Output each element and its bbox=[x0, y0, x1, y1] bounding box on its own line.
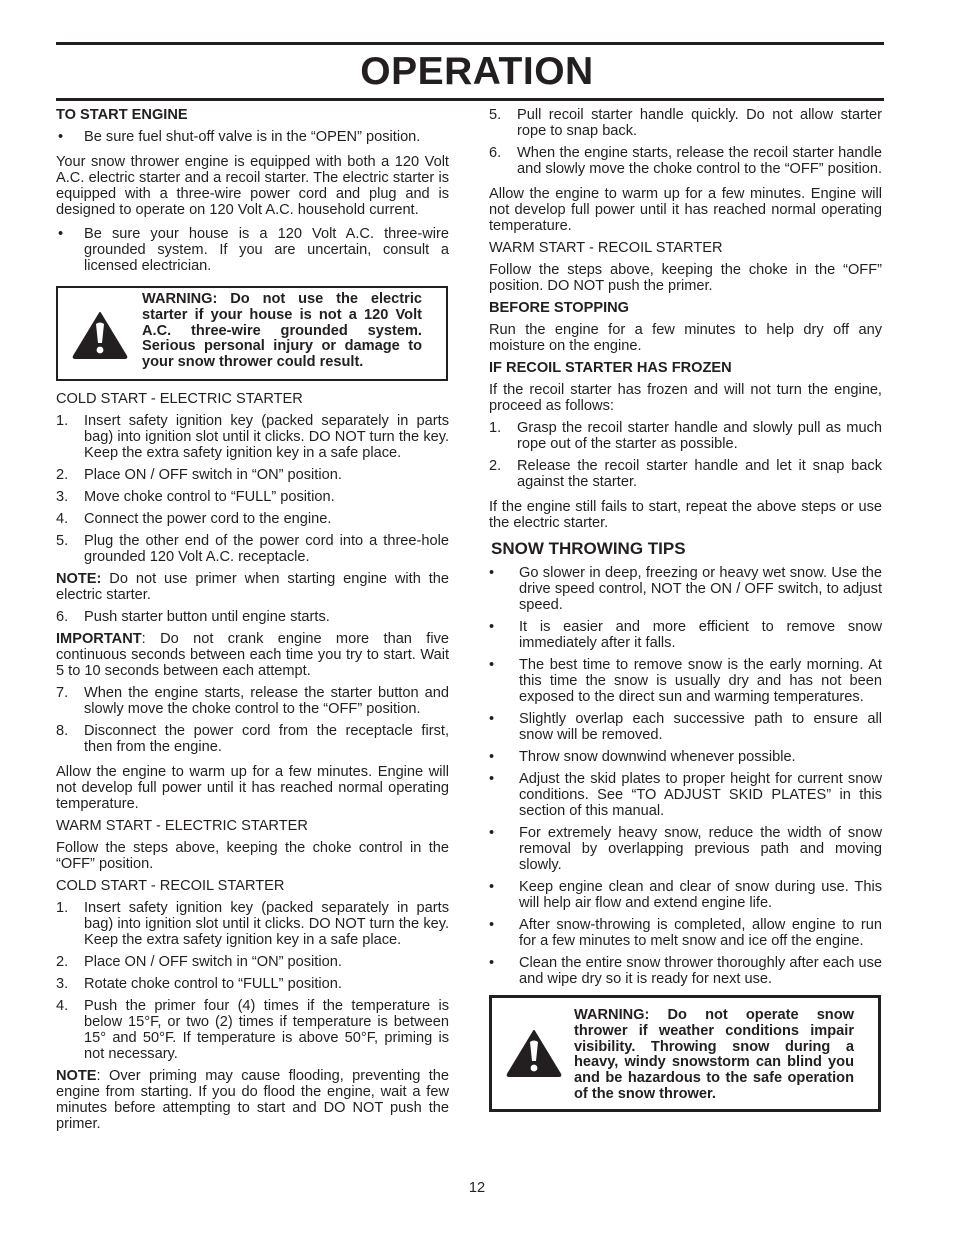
warning-triangle-icon bbox=[71, 310, 129, 360]
list-item: 4. Push the primer four (4) times if the temperature is below 15°F, or two (2) times if temperature is between 15° and 50°F. If temperature is above 50°F, priming is not necessary. bbox=[56, 998, 449, 1062]
important-note: IMPORTANT: Do not crank engine more than five continuous seconds between each time you try to start. Wait 5 to 10 seconds between each attempt. bbox=[56, 631, 449, 679]
warmup-paragraph: Allow the engine to warm up for a few minutes. Engine will not develop full power until it has reached normal operating temperature. bbox=[489, 186, 882, 234]
start-engine-heading: TO START ENGINE bbox=[56, 107, 188, 123]
list-item: 8. Disconnect the power cord from the receptacle first, then from the engine. bbox=[56, 723, 449, 755]
list-item: • Keep engine clean and clear of snow during use. This will help air flow and extend engine life. bbox=[489, 879, 882, 911]
list-item: • The best time to remove snow is the early morning. At this time the snow is usually dry and has not been exposed to the direct sun and warming temperatures. bbox=[489, 657, 882, 705]
engine-paragraph: Your snow thrower engine is equipped with both a 120 Volt A.C. electric starter and a recoil starter. The electric starter is equipped with a three-wire power cord and plug and is designed to operate on 120 Volt A.C. household current. bbox=[56, 154, 449, 218]
header-bottom-rule bbox=[56, 98, 884, 101]
frozen-after-paragraph: If the engine still fails to start, repeat the above steps or use the electric starter. bbox=[489, 499, 882, 531]
list-item: 6. Push starter button until engine starts. bbox=[56, 609, 330, 625]
list-item: 2. Place ON / OFF switch in “ON” position. bbox=[56, 467, 342, 483]
frozen-paragraph: If the recoil starter has frozen and will not turn the engine, proceed as follows: bbox=[489, 382, 882, 414]
warm-recoil-paragraph: Follow the steps above, keeping the choke in the “OFF” position. DO NOT push the primer. bbox=[489, 262, 882, 294]
warning-triangle-icon bbox=[505, 1028, 563, 1078]
list-item: • Throw snow downwind whenever possible. bbox=[489, 749, 796, 765]
list-item: 5. Plug the other end of the power cord into a three-hole grounded 120 Volt A.C. receptacle. bbox=[56, 533, 449, 565]
bullet-item: • Be sure your house is a 120 Volt A.C. three-wire grounded system. If you are uncertain, consult a licensed electrician. bbox=[58, 226, 449, 274]
warmup-paragraph: Allow the engine to warm up for a few minutes. Engine will not develop full power until it has reached normal operating temperature. bbox=[56, 764, 449, 812]
cold-electric-steps bbox=[56, 413, 449, 565]
warning-text: WARNING: Do not operate snow thrower if weather conditions impair visibility. Throwing snow during a heavy, windy snowstorm can blind you and be hazardous to the safe operation of the snow thrower. bbox=[574, 1007, 854, 1102]
list-item: • For extremely heavy snow, reduce the width of snow removal by overlapping previous path and moving slowly. bbox=[489, 825, 882, 873]
list-item: • Slightly overlap each successive path to ensure all snow will be removed. bbox=[489, 711, 882, 743]
snow-tips-heading: SNOW THROWING TIPS bbox=[491, 539, 686, 558]
page-title: OPERATION bbox=[360, 50, 594, 93]
warning-box-visibility bbox=[489, 995, 881, 1112]
page-number: 12 bbox=[468, 1180, 486, 1196]
list-item: 1. Grasp the recoil starter handle and slowly pull as much rope out of the starter as possible. bbox=[489, 420, 882, 452]
list-item: 2. Place ON / OFF switch in “ON” position. bbox=[56, 954, 342, 970]
list-item: 3. Rotate choke control to “FULL” position. bbox=[56, 976, 342, 992]
list-item: 3. Move choke control to “FULL” position. bbox=[56, 489, 335, 505]
note-primer: NOTE: Do not use primer when starting engine with the electric starter. bbox=[56, 571, 449, 603]
list-item: 6. When the engine starts, release the recoil starter handle and slowly move the choke control to the “OFF” position. bbox=[489, 145, 883, 177]
warm-electric-heading: WARM START - ELECTRIC STARTER bbox=[56, 818, 308, 834]
list-item: 7. When the engine starts, release the starter button and slowly move the choke control to the “OFF” position. bbox=[56, 685, 449, 717]
list-item: 1. Insert safety ignition key (packed separately in parts bag) into ignition slot until it clicks. DO NOT turn the key. Keep the extra safety ignition key in a safe place. bbox=[56, 900, 449, 948]
snow-tips-list bbox=[489, 565, 882, 987]
list-item: • Clean the entire snow thrower thoroughly after each use and wipe dry so it is ready for next use. bbox=[489, 955, 882, 987]
list-item: 4. Connect the power cord to the engine. bbox=[56, 511, 332, 527]
list-item: • It is easier and more efficient to remove snow immediately after it falls. bbox=[489, 619, 882, 651]
before-stopping-paragraph: Run the engine for a few minutes to help dry off any moisture on the engine. bbox=[489, 322, 882, 354]
bullet-item: • Be sure fuel shut-off valve is in the “OPEN” position. bbox=[58, 129, 421, 145]
cold-electric-heading: COLD START - ELECTRIC STARTER bbox=[56, 391, 303, 407]
note-flooding: NOTE: Over priming may cause flooding, preventing the engine from starting. If you do flood the engine, wait a few minutes before attempting to start and DO NOT push the primer. bbox=[56, 1068, 449, 1132]
left-column bbox=[56, 107, 449, 1138]
list-item: • After snow-throwing is completed, allow engine to run for a few minutes to melt snow and ice off the engine. bbox=[489, 917, 882, 949]
list-item: 5. Pull recoil starter handle quickly. Do not allow starter rope to snap back. bbox=[489, 107, 882, 139]
warm-electric-paragraph: Follow the steps above, keeping the choke control in the “OFF” position. bbox=[56, 840, 449, 872]
warning-box-electric bbox=[56, 286, 448, 381]
list-item: 2. Release the recoil starter handle and let it snap back against the starter. bbox=[489, 458, 882, 490]
cold-recoil-steps bbox=[56, 900, 449, 1062]
right-column bbox=[489, 107, 882, 1112]
list-item: • Adjust the skid plates to proper height for current snow conditions. See “TO ADJUST SKID PLATES” in this section of this manual. bbox=[489, 771, 882, 819]
cold-recoil-heading: COLD START - RECOIL STARTER bbox=[56, 878, 285, 894]
list-item: • Go slower in deep, freezing or heavy wet snow. Use the drive speed control, NOT the ON / OFF switch, to adjust speed. bbox=[489, 565, 882, 613]
list-item: 1. Insert safety ignition key (packed separately in parts bag) into ignition slot until it clicks. DO NOT turn the key. Keep the extra safety ignition key in a safe place. bbox=[56, 413, 449, 461]
before-stopping-heading: BEFORE STOPPING bbox=[489, 300, 630, 316]
warning-text: WARNING: Do not use the electric starter if your house is not a 120 Volt A.C. three-wire grounded system. Serious personal injury or damage to your snow thrower could result. bbox=[142, 291, 422, 371]
frozen-heading: IF RECOIL STARTER HAS FROZEN bbox=[489, 360, 732, 376]
warm-recoil-heading: WARM START - RECOIL STARTER bbox=[489, 240, 723, 256]
header-top-rule bbox=[56, 42, 884, 45]
